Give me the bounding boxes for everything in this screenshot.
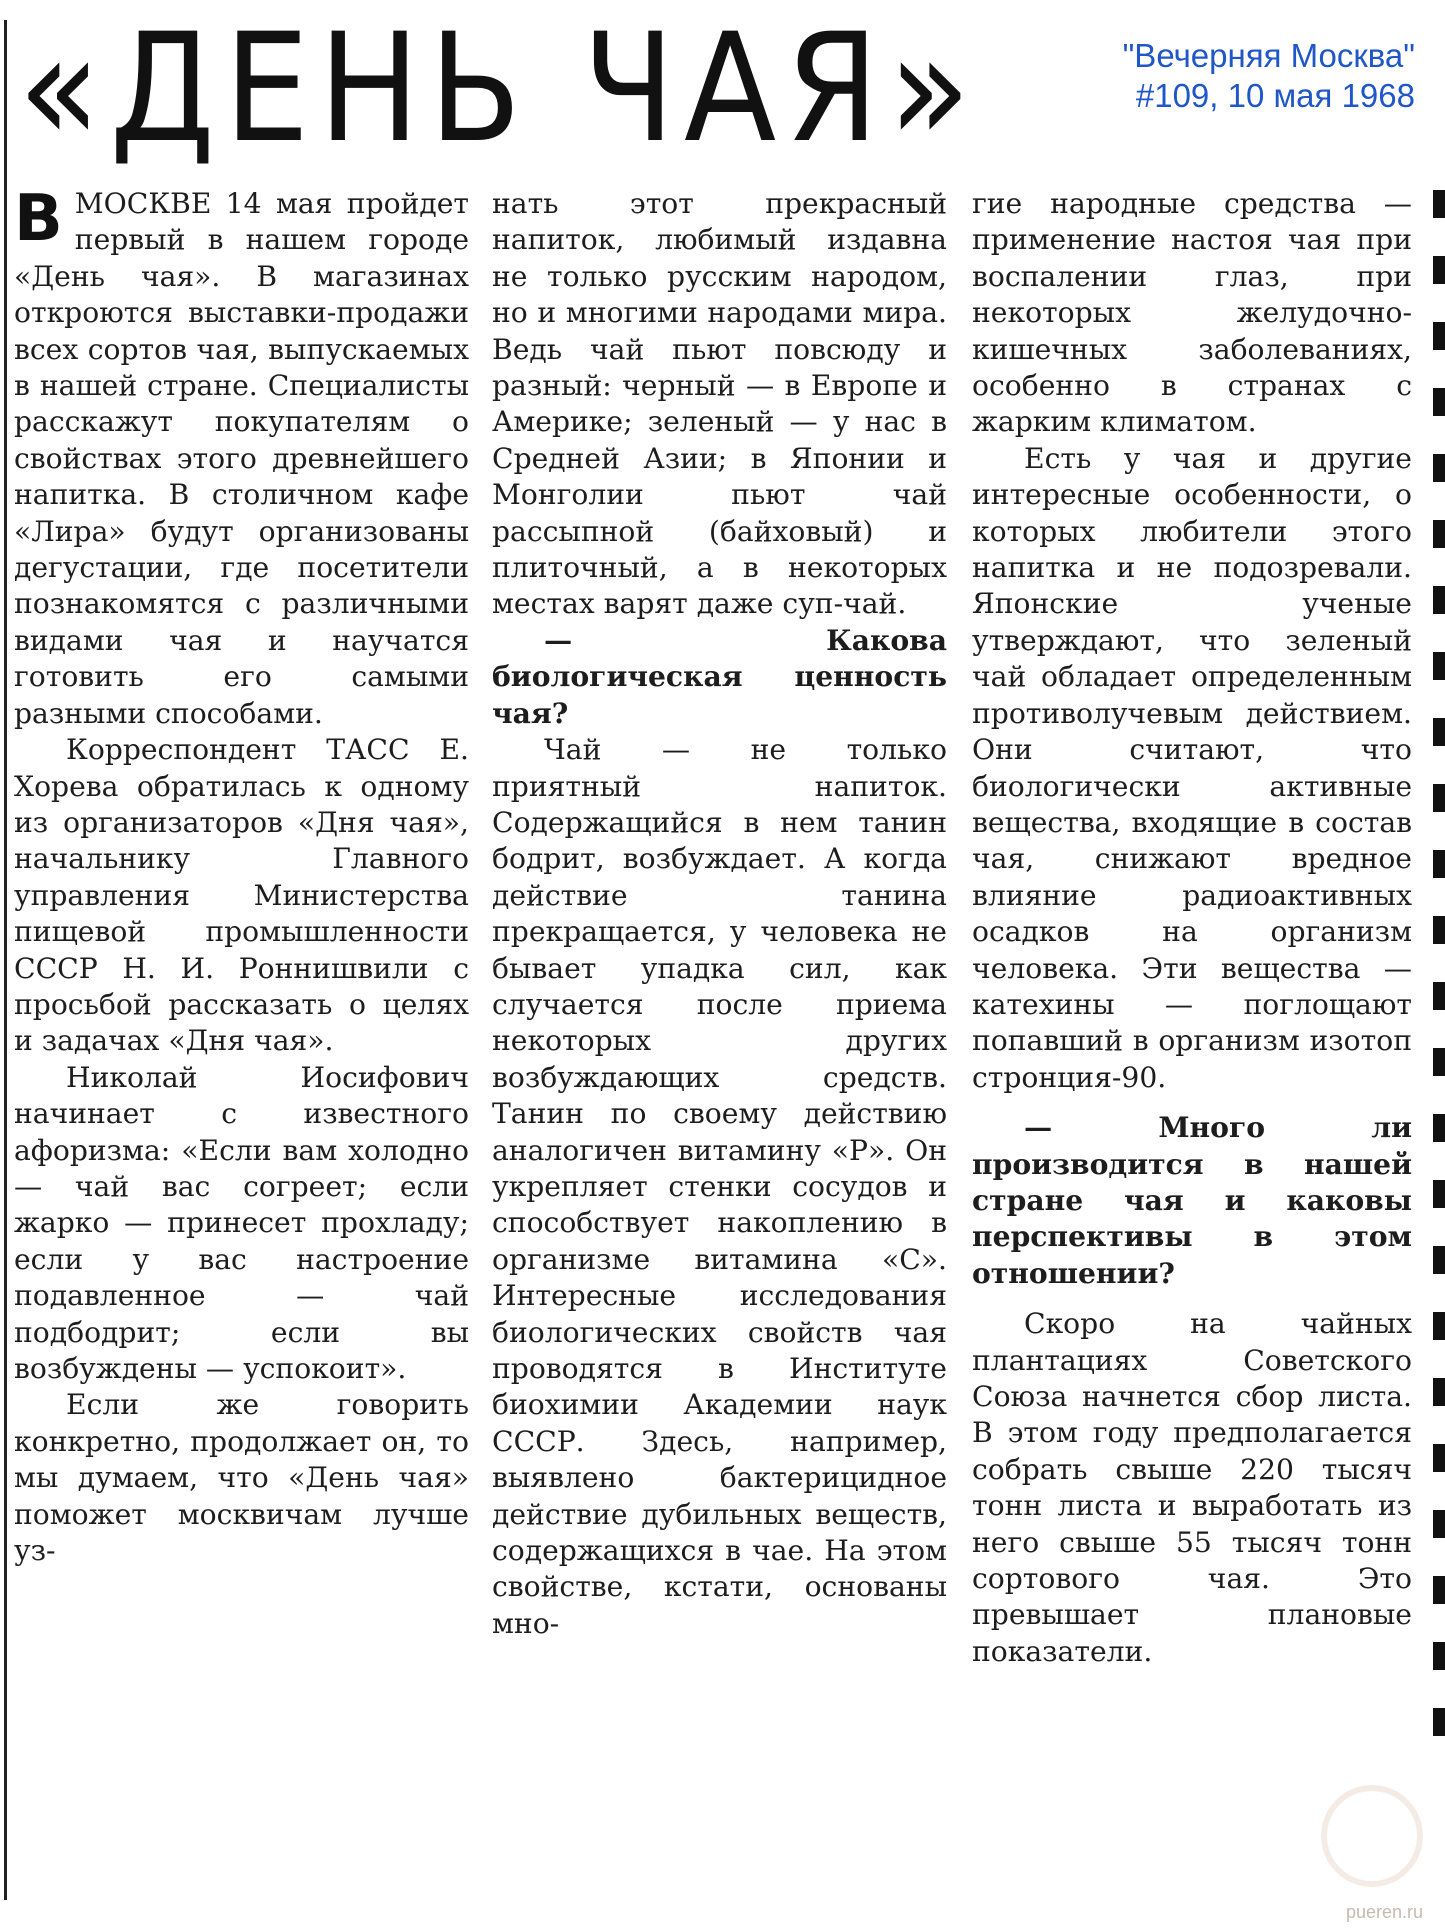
source-publication: "Вечерняя Москва" [1122, 37, 1415, 74]
watermark-logo-icon [1321, 1785, 1423, 1887]
article-paragraph: Николай Иосифович начинает с известного афоризма: «Если вам холодно — чай вас согреет; если жарко — принесет прохладу; если у вас настроение подавленное — чай подбодрит; если вы возбуждены — успокоит». [14, 1060, 469, 1385]
interview-question: — Много ли производится в нашей стране чая и каковы перспективы в этом отношении? [972, 1111, 1412, 1290]
column-rule [4, 20, 7, 1900]
headline: «ДЕНЬ ЧАЯ» [18, 2, 980, 176]
article-column-1 [14, 182, 469, 1569]
article-paragraph: Чай — не только приятный напиток. Содержащийся в нем танин бодрит, возбуждает. А когда действие танина прекращается, у человека не бывает упадка сил, как случается после приема некоторых других возбуждающих средств. Танин по своему действию аналогичен витамину «Р». Он укрепляет стенки сосудов и способствует накоплению в организме витамина «С». Интересные исследования биологических свойств чая проводятся в Институте биохимии Академии наук СССР. Здесь, например, выявлено бактерицидное действие дубильных веществ, содержащихся в чае. На этом свойстве, кстати, основаны мно- [492, 733, 947, 1640]
source-caption [1123, 36, 1415, 116]
article-column-2 [492, 186, 947, 1642]
watermark: pueren.ru [1345, 1902, 1423, 1922]
article-paragraph: нать этот прекрасный напиток, любимый издавна не только русским народом, но и многими народами мира. Ведь чай пьют повсюду и разный: черный — в Европе и Америке; зеленый — у нас в Средней Азии; в Японии и Монголии пьют чай рассыпной (байховый) и плиточный, а в некоторых местах варят даже суп-чай. [492, 187, 947, 621]
right-edge-marks [1429, 190, 1445, 1830]
article-paragraph: Если же говорить конкретно, продолжает он, то мы думаем, что «День чая» поможет москвичам лучше уз- [14, 1388, 469, 1568]
source-issue: #109, 10 мая 1968 [1135, 77, 1415, 114]
article-paragraph: гие народные средства — применение настоя чая при воспалении глаз, при некоторых желудочно-кишечных заболеваниях, особенно в странах с жарким климатом. [972, 187, 1412, 439]
interview-question: — Какова биологическая ценность чая? [492, 623, 947, 730]
drop-cap: В [14, 182, 63, 256]
article-paragraph: Есть у чая и другие интересные особенности, о которых любители этого напитка и не подозревали. Японские ученые утверждают, что зеленый чай обладает определенным противолучевым действием. Они считают, что биологически активные вещества, входящие в состав чая, снижают вредное влияние радиоактивных осадков на организм человека. Эти вещества — катехины — поглощают попавший в организм изотоп стронция-90. [972, 441, 1412, 1094]
article-paragraph: ВМОСКВЕ 14 мая пройдет первый в нашем городе «День чая». В магазинах откроются выставки-продажи всех сортов чая, выпускаемых в нашей стране. Специалисты расскажут покупателям о свойствах этого древнейшего напитка. В столичном кафе «Лира» будут организованы дегустации, где посетители познакомятся с различными видами чая и научатся готовить его самыми разными способами. [14, 182, 469, 730]
article-paragraph: Скоро на чайных плантациях Советского Союза начнется сбор листа. В этом году предполагается собрать свыше 220 тысяч тонн листа и выработать из него свыше 55 тысяч тонн сортового чая. Это превышает плановые показатели. [972, 1307, 1412, 1668]
article-column-3 [972, 186, 1412, 1670]
article-paragraph: Корреспондент ТАСС Е. Хорева обратилась к одному из организаторов «Дня чая», начальнику Главного управления Министерства пищевой промышленности СССР Н. И. Роннишвили с просьбой рассказать о целях и задачах «Дня чая». [14, 733, 469, 1058]
